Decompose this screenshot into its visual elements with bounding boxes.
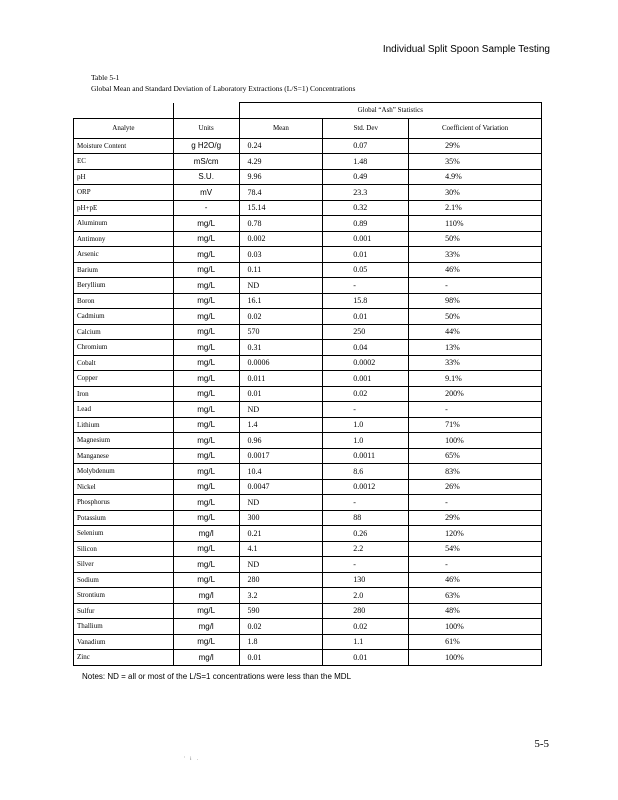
mean-cell: 0.03 [239, 247, 323, 263]
cv-cell: 26% [409, 479, 542, 495]
std-dev-cell: 0.07 [323, 138, 409, 154]
std-dev-cell: 0.02 [323, 386, 409, 402]
footer-mark: ' i . [184, 757, 201, 762]
table-row [74, 603, 542, 619]
table-row [74, 619, 542, 635]
analyte-cell: Iron [74, 386, 174, 402]
std-dev-cell: 280 [323, 603, 409, 619]
table-row [74, 262, 542, 278]
analyte-cell: Calcium [74, 324, 174, 340]
cv-cell: 46% [409, 572, 542, 588]
cv-cell: - [409, 557, 542, 573]
units-cell: mg/L [173, 495, 239, 511]
units-cell: mg/L [173, 262, 239, 278]
std-dev-cell: - [323, 402, 409, 418]
analyte-cell: Strontium [74, 588, 174, 604]
cv-cell: 61% [409, 634, 542, 650]
units-cell: mS/cm [173, 154, 239, 170]
cv-cell: 13% [409, 340, 542, 356]
table-number: Table 5-1 [91, 73, 120, 82]
cv-cell: 71% [409, 417, 542, 433]
cv-cell: 33% [409, 247, 542, 263]
std-dev-cell: 0.001 [323, 231, 409, 247]
units-cell: g H2O/g [173, 138, 239, 154]
std-dev-cell: 1.0 [323, 417, 409, 433]
cv-cell: 29% [409, 510, 542, 526]
analyte-cell: Silver [74, 557, 174, 573]
mean-cell: 280 [239, 572, 323, 588]
units-cell: mg/L [173, 557, 239, 573]
column-header-row [74, 118, 542, 138]
mean-cell: 0.002 [239, 231, 323, 247]
mean-cell: 570 [239, 324, 323, 340]
std-dev-cell: 0.01 [323, 247, 409, 263]
std-dev-cell: 23.3 [323, 185, 409, 201]
std-dev-cell: 0.04 [323, 340, 409, 356]
mean-cell: 1.8 [239, 634, 323, 650]
units-cell: mg/L [173, 479, 239, 495]
units-cell: mg/L [173, 340, 239, 356]
units-cell: mg/l [173, 588, 239, 604]
units-cell: mg/L [173, 417, 239, 433]
table-row [74, 324, 542, 340]
analyte-cell: Potassium [74, 510, 174, 526]
table-row [74, 479, 542, 495]
column-header-analyte: Analyte [74, 118, 174, 138]
mean-cell: 0.0006 [239, 355, 323, 371]
column-header-std-dev: Std. Dev [323, 118, 409, 138]
cv-cell: 100% [409, 650, 542, 666]
std-dev-cell: 1.0 [323, 433, 409, 449]
std-dev-cell: - [323, 278, 409, 294]
mean-cell: 0.0047 [239, 479, 323, 495]
table-row [74, 247, 542, 263]
units-cell: mg/L [173, 510, 239, 526]
table-row [74, 371, 542, 387]
units-cell: mg/L [173, 541, 239, 557]
table-row [74, 386, 542, 402]
cv-cell: 33% [409, 355, 542, 371]
std-dev-cell: 88 [323, 510, 409, 526]
table-row [74, 309, 542, 325]
mean-cell: 590 [239, 603, 323, 619]
table-row [74, 495, 542, 511]
units-cell: mg/L [173, 231, 239, 247]
units-cell: mg/L [173, 324, 239, 340]
mean-cell: 3.2 [239, 588, 323, 604]
std-dev-cell: 8.6 [323, 464, 409, 480]
units-cell: mg/L [173, 293, 239, 309]
table-row [74, 650, 542, 666]
analyte-cell: Lithium [74, 417, 174, 433]
units-cell: mg/l [173, 619, 239, 635]
mean-cell: ND [239, 278, 323, 294]
cv-cell: 63% [409, 588, 542, 604]
cv-cell: 48% [409, 603, 542, 619]
mean-cell: 4.1 [239, 541, 323, 557]
table-row [74, 355, 542, 371]
std-dev-cell: 0.0011 [323, 448, 409, 464]
cv-cell: - [409, 278, 542, 294]
table-row [74, 231, 542, 247]
statistics-table [73, 102, 542, 666]
cv-cell: 98% [409, 293, 542, 309]
mean-cell: ND [239, 495, 323, 511]
units-cell: mg/L [173, 464, 239, 480]
analyte-cell: EC [74, 154, 174, 170]
units-cell: mV [173, 185, 239, 201]
cv-cell: 200% [409, 386, 542, 402]
table-body [74, 138, 542, 665]
mean-cell: 0.31 [239, 340, 323, 356]
cv-cell: 29% [409, 138, 542, 154]
analyte-cell: Phosphorus [74, 495, 174, 511]
analyte-cell: Aluminum [74, 216, 174, 232]
mean-cell: 15.14 [239, 200, 323, 216]
cv-cell: 9.1% [409, 371, 542, 387]
cv-cell: 100% [409, 433, 542, 449]
cv-cell: 35% [409, 154, 542, 170]
analyte-cell: Arsenic [74, 247, 174, 263]
cv-cell: - [409, 402, 542, 418]
analyte-cell: pH [74, 169, 174, 185]
table-row [74, 278, 542, 294]
group-header-row [74, 103, 542, 119]
std-dev-cell: 0.0002 [323, 355, 409, 371]
units-cell: mg/L [173, 371, 239, 387]
cv-cell: 120% [409, 526, 542, 542]
cv-cell: 54% [409, 541, 542, 557]
analyte-cell: Molybdenum [74, 464, 174, 480]
analyte-cell: Manganese [74, 448, 174, 464]
mean-cell: 0.02 [239, 309, 323, 325]
analyte-cell: Lead [74, 402, 174, 418]
mean-cell: 10.4 [239, 464, 323, 480]
mean-cell: 0.24 [239, 138, 323, 154]
units-cell: mg/L [173, 433, 239, 449]
std-dev-cell: 2.2 [323, 541, 409, 557]
units-cell: - [173, 200, 239, 216]
running-header: Individual Split Spoon Sample Testing [382, 44, 550, 55]
std-dev-cell: 0.32 [323, 200, 409, 216]
analyte-cell: Sodium [74, 572, 174, 588]
table-row [74, 634, 542, 650]
mean-cell: 0.011 [239, 371, 323, 387]
cv-cell: 44% [409, 324, 542, 340]
table-row [74, 448, 542, 464]
table-row [74, 200, 542, 216]
units-cell: mg/L [173, 386, 239, 402]
table-row [74, 185, 542, 201]
group-header: Global “Ash” Statistics [239, 103, 541, 119]
std-dev-cell: 1.48 [323, 154, 409, 170]
std-dev-cell: 0.05 [323, 262, 409, 278]
mean-cell: 78.4 [239, 185, 323, 201]
std-dev-cell: 0.0012 [323, 479, 409, 495]
analyte-cell: Sulfur [74, 603, 174, 619]
units-cell: mg/L [173, 402, 239, 418]
std-dev-cell: 0.01 [323, 309, 409, 325]
cv-cell: 50% [409, 231, 542, 247]
std-dev-cell: 0.001 [323, 371, 409, 387]
cv-cell: 100% [409, 619, 542, 635]
analyte-cell: pH+pE [74, 200, 174, 216]
units-cell: mg/L [173, 355, 239, 371]
units-cell: mg/l [173, 526, 239, 542]
mean-cell: 0.01 [239, 650, 323, 666]
table-row [74, 138, 542, 154]
units-cell: mg/L [173, 572, 239, 588]
column-header-cv: Coefficient of Variation [409, 118, 542, 138]
mean-cell: 0.21 [239, 526, 323, 542]
analyte-cell: Vanadium [74, 634, 174, 650]
empty-corner-cell [74, 103, 174, 119]
mean-cell: 0.11 [239, 262, 323, 278]
table-row [74, 293, 542, 309]
mean-cell: ND [239, 402, 323, 418]
page-number: 5-5 [534, 738, 549, 750]
table-row [74, 510, 542, 526]
table-row [74, 588, 542, 604]
units-cell: mg/L [173, 309, 239, 325]
column-header-units: Units [173, 118, 239, 138]
std-dev-cell: 0.02 [323, 619, 409, 635]
analyte-cell: Selenium [74, 526, 174, 542]
units-cell: mg/L [173, 278, 239, 294]
table-row [74, 464, 542, 480]
std-dev-cell: 0.26 [323, 526, 409, 542]
empty-corner-cell [173, 103, 239, 119]
analyte-cell: Thallium [74, 619, 174, 635]
table-row [74, 417, 542, 433]
std-dev-cell: 250 [323, 324, 409, 340]
std-dev-cell: 0.49 [323, 169, 409, 185]
mean-cell: 0.78 [239, 216, 323, 232]
units-cell: mg/L [173, 216, 239, 232]
mean-cell: 9.96 [239, 169, 323, 185]
units-cell: mg/L [173, 448, 239, 464]
analyte-cell: Zinc [74, 650, 174, 666]
mean-cell: 16.1 [239, 293, 323, 309]
std-dev-cell: 0.89 [323, 216, 409, 232]
cv-cell: 2.1% [409, 200, 542, 216]
cv-cell: 4.9% [409, 169, 542, 185]
cv-cell: 50% [409, 309, 542, 325]
analyte-cell: Beryllium [74, 278, 174, 294]
std-dev-cell: 15.8 [323, 293, 409, 309]
mean-cell: 0.0017 [239, 448, 323, 464]
std-dev-cell: 130 [323, 572, 409, 588]
analyte-cell: Antimony [74, 231, 174, 247]
analyte-cell: Silicon [74, 541, 174, 557]
table-row [74, 557, 542, 573]
table-row [74, 402, 542, 418]
units-cell: mg/L [173, 247, 239, 263]
mean-cell: 0.02 [239, 619, 323, 635]
analyte-cell: Boron [74, 293, 174, 309]
table-row [74, 572, 542, 588]
units-cell: mg/L [173, 603, 239, 619]
cv-cell: 30% [409, 185, 542, 201]
cv-cell: 65% [409, 448, 542, 464]
std-dev-cell: 1.1 [323, 634, 409, 650]
std-dev-cell: - [323, 495, 409, 511]
mean-cell: 1.4 [239, 417, 323, 433]
analyte-cell: Cadmium [74, 309, 174, 325]
units-cell: S.U. [173, 169, 239, 185]
table-row [74, 340, 542, 356]
table-row [74, 541, 542, 557]
table-row [74, 526, 542, 542]
mean-cell: ND [239, 557, 323, 573]
mean-cell: 4.29 [239, 154, 323, 170]
table-row [74, 433, 542, 449]
table-row [74, 216, 542, 232]
table-row [74, 154, 542, 170]
column-header-mean: Mean [239, 118, 323, 138]
analyte-cell: Copper [74, 371, 174, 387]
mean-cell: 300 [239, 510, 323, 526]
cv-cell: 83% [409, 464, 542, 480]
analyte-cell: Barium [74, 262, 174, 278]
analyte-cell: ORP [74, 185, 174, 201]
units-cell: mg/L [173, 634, 239, 650]
std-dev-cell: - [323, 557, 409, 573]
analyte-cell: Magnesium [74, 433, 174, 449]
units-cell: mg/l [173, 650, 239, 666]
mean-cell: 0.01 [239, 386, 323, 402]
mean-cell: 0.96 [239, 433, 323, 449]
table-row [74, 169, 542, 185]
analyte-cell: Chromium [74, 340, 174, 356]
table-notes: Notes: ND = all or most of the L/S=1 concentrations were less than the MDL [82, 672, 352, 681]
std-dev-cell: 0.01 [323, 650, 409, 666]
cv-cell: 110% [409, 216, 542, 232]
analyte-cell: Moisture Content [74, 138, 174, 154]
table-title: Global Mean and Standard Deviation of Laboratory Extractions (L/S=1) Concentrations [91, 84, 356, 93]
cv-cell: - [409, 495, 542, 511]
std-dev-cell: 2.0 [323, 588, 409, 604]
analyte-cell: Nickel [74, 479, 174, 495]
analyte-cell: Cobalt [74, 355, 174, 371]
cv-cell: 46% [409, 262, 542, 278]
